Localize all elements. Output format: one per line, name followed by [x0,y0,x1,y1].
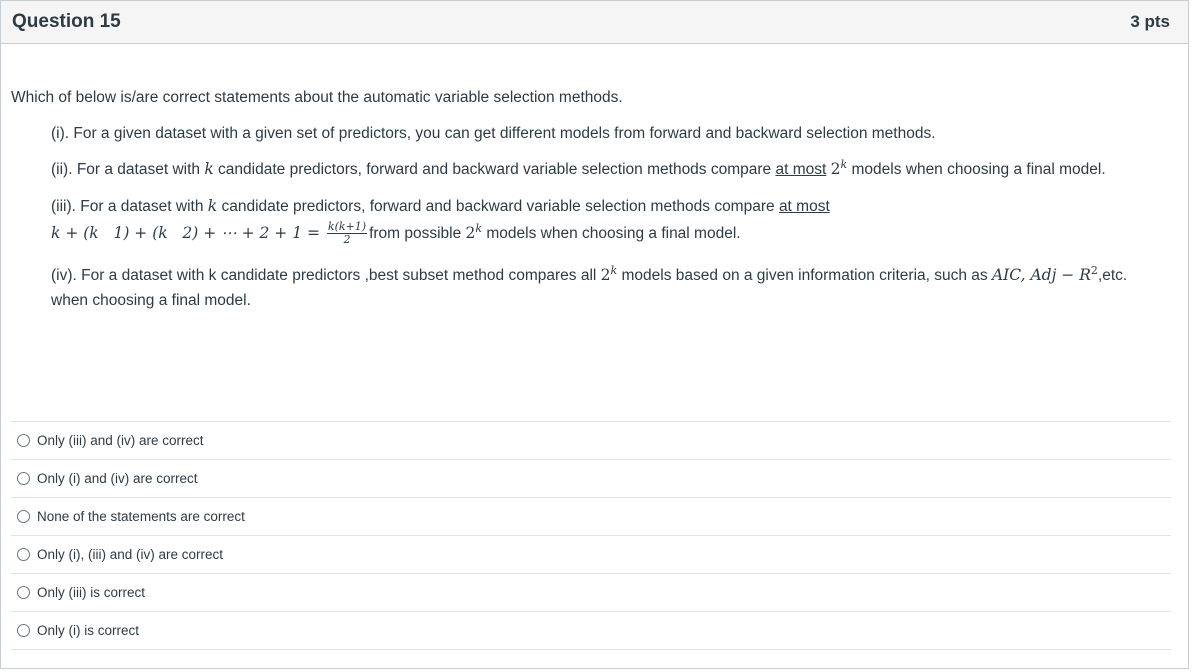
statement-ii [51,157,1106,182]
statement-ii-two: 2 [830,160,841,178]
statement-ii-text-c: models when choosing a final model. [847,161,1106,178]
statement-iv-criteria: AIC, Adj − R [991,266,1091,284]
answer-option[interactable] [11,422,1171,460]
statement-iii-text-d: models when choosing a final model. [482,225,741,242]
statement-iii-formula: k + (k 1) + (k 2) + ⋯ + 2 + 1 = [51,224,325,242]
statement-ii-text-b: candidate predictors, forward and backward variable selection methods compare [213,161,776,178]
radio-button[interactable] [17,510,30,523]
answer-label: Only (i) is correct [37,623,140,638]
statement-iii-text-a: (iii). For a dataset with [51,198,208,215]
answer-label: Only (iii) and (iv) are correct [37,433,204,448]
statement-iv [51,263,1127,288]
question-points: 3 pts [1130,12,1170,31]
answer-option[interactable] [11,574,1171,612]
question-prompt: Which of below is/are correct statements about the automatic variable selection methods. [11,89,623,106]
statement-iv-text-a: (iv). For a dataset with k candidate predictors ,best subset method compares all [51,267,601,284]
statement-iii [51,194,830,219]
answer-list [11,421,1171,650]
answer-option[interactable] [11,460,1171,498]
fraction-denominator: 2 [343,233,351,247]
statement-i: (i). For a given dataset with a given set of predictors, you can get different models from forward and backward selection methods. [51,125,936,142]
statement-iii-sup: k [475,222,483,235]
radio-button[interactable] [17,624,30,637]
statement-iv-two: 2 [600,266,611,284]
answer-label: None of the statements are correct [37,509,245,524]
radio-button[interactable] [17,586,30,599]
statement-iii-fraction [327,221,367,246]
statement-ii-sup: k [840,158,848,171]
answer-option[interactable] [11,536,1171,574]
answer-label: Only (i) and (iv) are correct [37,471,198,486]
statement-iii-two: 2 [465,224,476,242]
statement-iii-line2 [51,221,741,246]
page-edge [1189,0,1200,672]
statement-iii-text-c: from possible [369,225,466,242]
statement-ii-at-most: at most [775,161,827,178]
statement-iv-line2: when choosing a final model. [51,292,251,309]
question-title: Question 15 [12,11,121,32]
statement-iv-text-b: models based on a given information criteria, such as [617,267,992,284]
statement-iii-at-most: at most [778,198,830,215]
fraction-numerator: k(k+1) [327,220,367,234]
radio-button[interactable] [17,472,30,485]
statement-ii-k: k [204,160,214,178]
radio-button[interactable] [17,434,30,447]
question-header [1,1,1188,44]
statement-iii-text-b: candidate predictors, forward and backward variable selection methods compare [217,198,779,215]
statement-ii-text-a: (ii). For a dataset with [51,161,205,178]
statement-iv-criteria-sup: 2 [1090,264,1098,277]
statement-iii-k: k [207,197,218,215]
statement-iv-sup: k [610,264,618,277]
answer-label: Only (i), (iii) and (iv) are correct [37,547,224,562]
answer-label: Only (iii) is correct [37,585,146,600]
radio-button[interactable] [17,548,30,561]
answer-option[interactable] [11,498,1171,536]
answer-option[interactable] [11,612,1171,650]
statement-iv-text-c: ,etc. [1097,267,1128,284]
